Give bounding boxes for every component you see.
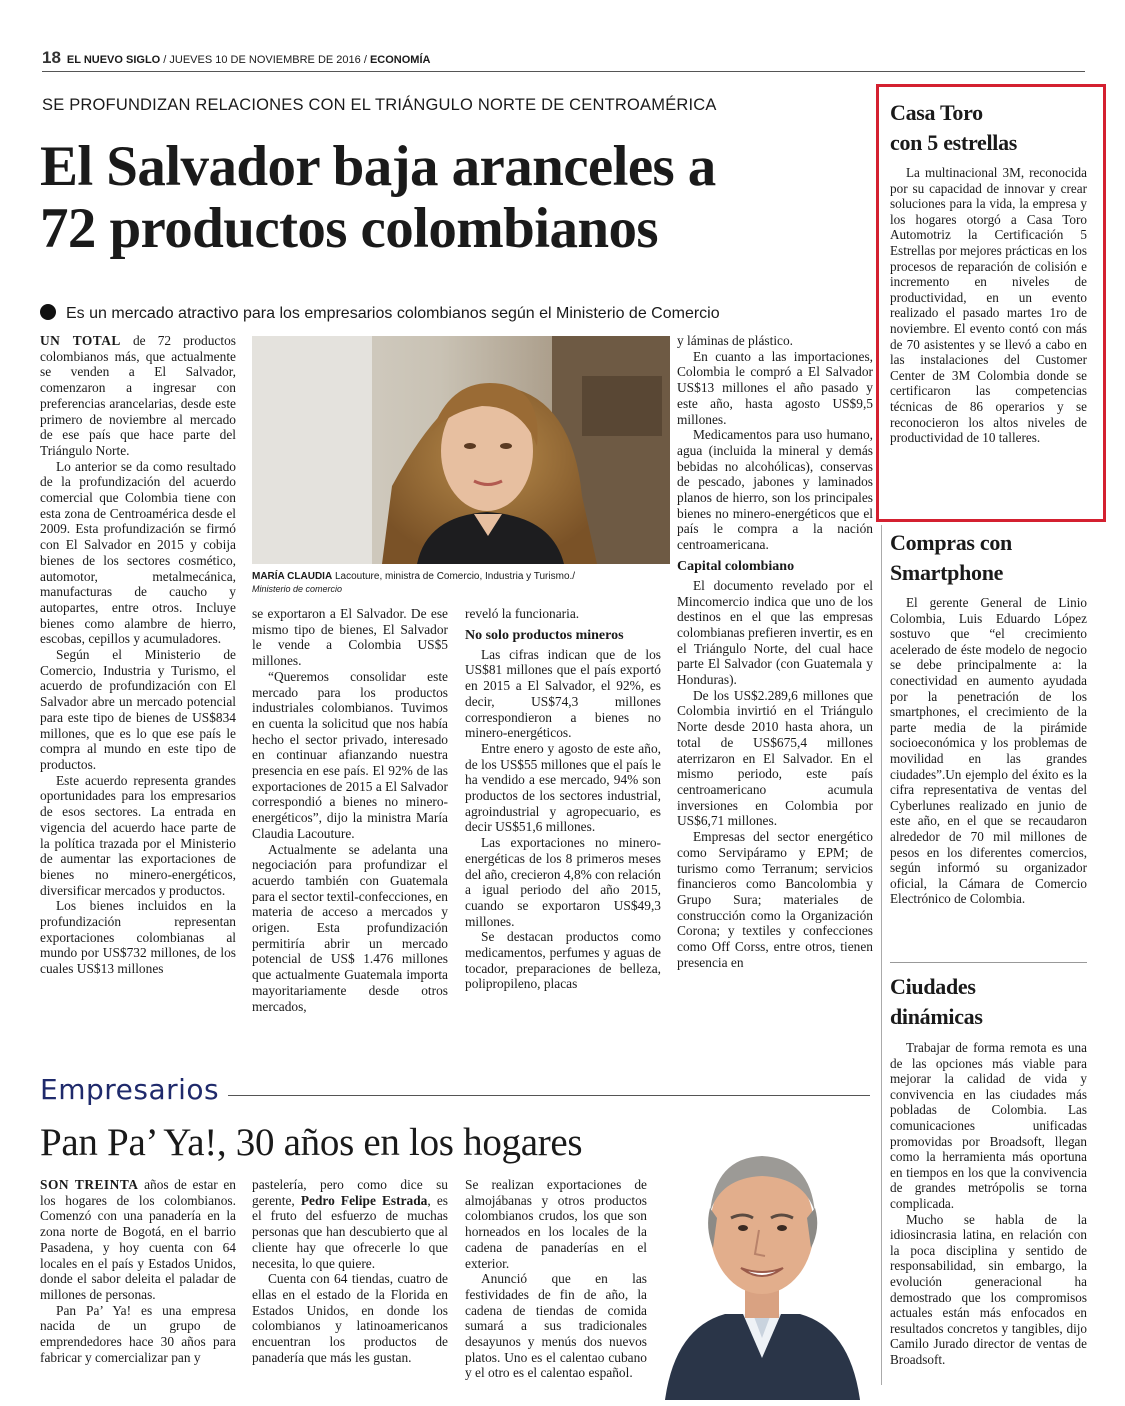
subhead: Capital colombiano [677, 558, 795, 574]
compras-title [890, 528, 1090, 588]
story-headline [40, 136, 860, 260]
paragraph: “Queremos consolidar este mercado para los productos industriales colombianos. Tuvimos en cuenta la solicitud que nos había hecho el sector privado, interesado en continuar afianzando nuestra presencia en ese país. El 92% de las exportaciones de 2015 a El Salvador correspondió a bienes no minero-energéticos”, dijo la ministra María Claudia Lacouture. [252, 668, 448, 841]
paragraph: Entre enero y agosto de este año, de los US$55 millones que el país le ha vendido a ese mercado, 94% son productos de los sectores industrial, agroindustrial y agropecuario, es decir US$51,6 millones. [465, 740, 661, 835]
pan-column-2 [252, 1177, 448, 1397]
paragraph: reveló la funcionaria. [465, 606, 580, 621]
paragraph: Se realizan exportaciones de almojábanas y otros productos colombianos crudos, los que son horneados en los locales de la cadena de panaderías en el exterior. [465, 1177, 647, 1271]
compras-text [890, 595, 1087, 955]
executive-photo [655, 1118, 870, 1400]
section-name: ECONOMÍA [369, 54, 431, 66]
paragraph: De los US$2.289,6 millones que Colombia invirtió en el Triángulo Norte desde 2010 hasta ahora, un total de US$675,4 millones aterrizaron en El Salvador. En el mismo periodo, este país centroamericano acumula inversiones en Colombia por US$6,71 millones. [677, 687, 873, 829]
paragraph: Según el Ministerio de Comercio, Industria y Turismo, el acuerdo de profundización con El Salvador abre un mercado potencial para este tipo de bienes de US$834 millones, que es lo que ese país le compra al mundo en este tipo de productos. [40, 647, 236, 772]
paragraph: En cuanto a las importaciones, Colombia le compró a El Salvador US$13 millones el año pasado y este año, hasta agosto US$9,5 millones. [677, 348, 873, 427]
page-folio: 18 EL NUEVO SIGLO / JUEVES 10 DE NOVIEMBRE DE 2016 / ECONOMÍA [42, 48, 431, 67]
paragraph: Medicamentos para uso humano, agua (incluida la mineral y demás bebidas no alcohólicas), conservas de pescado, jabones y laminados planos de hierro, son los principales bienes no minero-energéticos que el país le compra a la nación centroamericana. [677, 427, 873, 553]
photo-credit: Ministerio de comercio [252, 584, 343, 594]
paragraph: Los bienes incluidos en la profundización representan exportaciones colombianas al mundo por US$732 millones, de los cuales US$13 millones [40, 898, 236, 977]
paper-name: EL NUEVO SIGLO [66, 54, 161, 66]
photo-caption [252, 570, 670, 596]
lead-in: UN TOTAL [40, 333, 121, 348]
box-title-line-1: Casa Toro [890, 100, 983, 125]
story-kicker: SE PROFUNDIZAN RELACIONES CON EL TRIÁNGULO NORTE DE CENTROAMÉRICA [42, 96, 717, 114]
paragraph: Lo anterior se da como resultado de la profundización del acuerdo comercial que Colombia tiene con esta zona de Centroamérica desde el 2009. Esta profundización se firmó con El Salvador en 2015 y cobija bienes de los sectores cosmético, automotor, metalmecánica, manufacturas de caucho y autopartes, entre otros. Incluye bienes como alambre de hierro, escobas, cepillos y acumuladores. [40, 458, 236, 647]
casa-toro-text [890, 165, 1087, 510]
section-rule [228, 1095, 870, 1096]
main-column-4 [677, 333, 873, 1063]
main-column-3 [465, 606, 661, 1063]
sidebar-separator [881, 525, 882, 1385]
paragraph: Este acuerdo representa grandes oportunidades para los empresarios de esos sectores. La entrada en vigencia del acuerdo hace parte de la política trazada por el Ministerio de aumentar las exportaciones de bienes no minero-energéticos, diversificar mercados y productos. [40, 772, 236, 898]
pan-column-3 [465, 1177, 647, 1397]
item-title-line-2: Smartphone [890, 560, 1004, 585]
caption-text: Lacouture, ministra de Comercio, Industria y Turismo./ [334, 571, 576, 582]
paragraph: Mucho se habla de la idiosincrasia latina, en relación con la poca disciplina y sentido de responsabilidad, sin embargo, la evolución generacional ha demostrado que los compromisos actuales están más enfocados en resultados concretos y tangibles, dijo Camilo Jurado director de ventas de Broadsoft. [890, 1211, 1087, 1367]
pan-column-1 [40, 1177, 236, 1397]
item-title-line-2: dinámicas [890, 1004, 983, 1029]
main-column-1 [40, 333, 236, 1063]
headline-line-1: El Salvador baja aranceles a [40, 135, 716, 198]
paragraph: Las cifras indican que de los US$81 millones que el país exportó en 2015 a El Salvador, el 92%, es decir, US$74,3 millones correspondieron a bienes no minero-energéticos. [465, 646, 661, 741]
section-label: Empresarios [40, 1073, 220, 1106]
item-title-line-1: Ciudades [890, 974, 976, 999]
paragraph: Empresas del sector energético como Servipáramo y EPM; de turismo como Terranum; servicios financieros como Bancolombia y Grupo Sura; materiales de construcción como la Organización Corona; y textiles y confecciones como Off Corss, entre otros, tienen presencia en [677, 829, 873, 970]
ciudades-title [890, 972, 1090, 1032]
executive-portrait-image [655, 1118, 870, 1400]
paragraph: y láminas de plástico. [677, 333, 794, 348]
paragraph: Anunció que en las festividades de fin de año, la cadena de tiendas de comida sumará a sus tradicionales desayunos y menús dos nuevos platos. Uno es el calentao cubano y el otro es el calentao español. [465, 1271, 647, 1381]
bullet-icon [40, 304, 56, 320]
sidebar-divider [890, 962, 1087, 963]
ciudades-text [890, 1040, 1087, 1370]
paragraph: Trabajar de forma remota es una de las opciones más viable para mejorar la calidad de vida y convivencia en las ciudades más pobladas de Colombia. Las comunicaciones unificadas promovidas por Broadsoft, llegan como la herramienta más oportuna en tiempos en los que la convivencia de grandes metrópolis se torna complicada. [890, 1040, 1087, 1211]
paragraph: años de estar en los hogares de los colombianos. Comenzó con una panadería en la zona norte de Bogotá, en el barrio Pasadena, y hoy cuenta con 64 locales en el país y Estados Unidos, donde el sabor deleita el paladar de millones de personas. [40, 1177, 236, 1302]
person-name: Pedro Felipe Estrada [300, 1192, 428, 1208]
deck-text: Es un mercado atractivo para los empresarios colombianos según el Ministerio de Comercio [66, 305, 720, 322]
issue-date: JUEVES 10 DE NOVIEMBRE DE 2016 [169, 54, 361, 66]
paragraph: Cuenta con 64 tiendas, cuatro de ellas en el estado de la Florida en Estados Unidos, en donde los colombianos y latinoamericanos encuentran los productos de panadería que más les gustan. [252, 1271, 448, 1365]
subhead: No solo productos mineros [465, 627, 624, 643]
minister-photo [252, 336, 670, 564]
paragraph: , es el fruto del esfuerzo de muchas personas que han descubierto que al cliente hay que ofrecerle lo que necesita, lo que quiere. [252, 1192, 448, 1271]
paragraph: Pan Pa’ Ya! es una empresa nacida de un grupo de emprendedores hace 30 años para fabricar y comercializar pan y [40, 1302, 236, 1365]
paragraph: Las exportaciones no minero-energéticas de los 8 primeros meses del año, crecieron 4,8% con relación a igual periodo del año 2015, cuando se exportaron US$49,3 millones. [465, 835, 661, 929]
paragraph: Se destacan productos como medicamentos, perfumes y aguas de tocador, preparaciones de belleza, polipropileno, placas [465, 929, 661, 992]
item-title-line-1: Compras con [890, 530, 1012, 555]
caption-name: MARÍA CLAUDIA [252, 571, 333, 582]
paragraph: Actualmente se adelanta una negociación para profundizar el acuerdo también con Guatemala para el sector textil-confecciones, en materia de acceso a mercados y origen. Esta profundización permitiría abrir un mercado potencial de US$ 1.476 millones que actualmente Guatemala importa mayoritariamente desde otros mercados, [252, 841, 448, 1014]
paragraph: El gerente General de Linio Colombia, Luis Eduardo López sostuvo que “el crecimiento acelerado de éste modelo de negocio se debe principalmente a: la conectividad en aumento ayudada por la penetración de los smartphones, el crecimiento de la parte media de la pirámide socioeconómica y los problemas de movilidad en las grandes ciudades”.Un ejemplo del éxito es la cifra representativa de ventas del Cyberlunes realizado en junio de este año, en el que se recaudaron alrededor de 70 mil millones de pesos en los diferentes comercios, según informó su organizador oficial, la Cámara de Comercio Electrónico de Colombia. [890, 595, 1087, 907]
paragraph: de 72 productos colombianos más, que actualmente se venden a El Salvador, comenzaron a ingresar con preferencias arancelarias, desde este primero de noviembre al mercado de ese país que hace parte del Triángulo Norte. [40, 333, 236, 458]
page-number: 18 [42, 48, 61, 67]
lead-in: SON TREINTA [40, 1177, 139, 1192]
paragraph: La multinacional 3M, reconocida por su capacidad de innovar y crear soluciones para la vida, la empresa y los hogares otorgó a Casa Toro Automotriz la Certificación 5 Estrellas por mejores prácticas en los procesos de reparación de colisión e incremento en niveles de productividad, en un evento realizado el pasado martes 1ro de noviembre. El evento contó con más de 70 asistentes y se llevó a cabo en las instalaciones del Customer Center de 3M Colombia donde se certificaron las competencias técnicas de 86 operarios y se reconocieron los altos niveles de productividad de 10 talleres. [890, 165, 1087, 446]
paragraph: pastelería, pero como dice su gerente, [252, 1177, 448, 1208]
box-title-line-2: con 5 estrellas [890, 130, 1018, 155]
paragraph: El documento revelado por el Mincomercio indica que uno de los destinos en el que las empresas colombianas prefieren invertir, es en el Triángulo Norte, del cual hace parte El Salvador (con Guatemala y Honduras). [677, 577, 873, 688]
story-deck [40, 304, 860, 323]
pan-pa-ya-headline: Pan Pa’ Ya!, 30 años en los hogares [40, 1121, 583, 1164]
casa-toro-title [890, 98, 1090, 158]
paragraph: se exportaron a El Salvador. De ese mismo tipo de bienes, El Salvador le vende a Colombia US$5 millones. [252, 606, 448, 669]
main-column-2 [252, 606, 448, 1063]
header-rule [42, 71, 1085, 72]
headline-line-2: 72 productos colombianos [40, 197, 658, 260]
minister-portrait-image [252, 336, 670, 564]
